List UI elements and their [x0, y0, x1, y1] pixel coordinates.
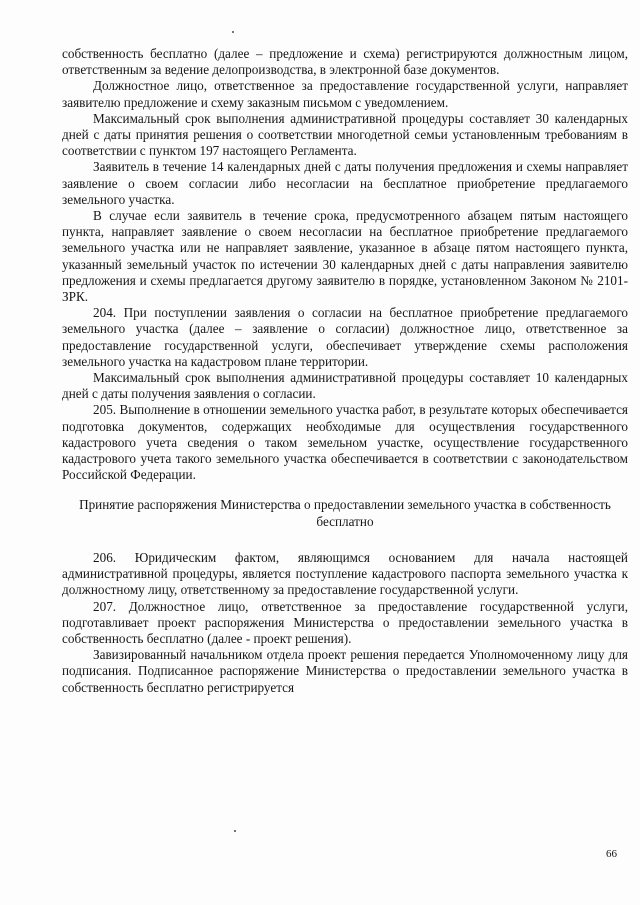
paragraph: 205. Выполнение в отношении земельного участка работ, в результате которых обеспечивается подготовка документов, содержащих необходимые для осуществления государственного кадастрового учета сведения о таком земельном участке, осуществление государственного кадастрового учета такого земельного участка обеспечивается в соответствии с законодательством Российской Федерации.	[62, 402, 628, 483]
paragraph: Завизированный начальником отдела проект решения передается Уполномоченному лицу для подписания. Подписанное распоряжение Министерства о предоставлении земельного участка в собственность бесплатно регистрируется	[62, 647, 628, 695]
paragraph: 204. При поступлении заявления о согласии на бесплатное приобретение предлагаемого земельного участка (далее – заявление о согласии) должностное лицо, ответственное за предоставление государственной услуги, обеспечивает утверждение схемы расположения земельного участка на кадастровом плане территории.	[62, 305, 628, 369]
paragraph: Должностное лицо, ответственное за предоставление государственной услуги, направляет заявителю предложение и схему заказным письмом с уведомлением.	[62, 78, 628, 110]
scan-speck	[234, 830, 236, 832]
paragraph: Максимальный срок выполнения административной процедуры составляет 10 календарных дней с даты получения заявления о согласии.	[62, 370, 628, 402]
document-body	[62, 46, 628, 696]
paragraph: Максимальный срок выполнения административной процедуры составляет 30 календарных дней с даты принятия решения о соответствии многодетной семьи установленным требованиям в соответствии с пунктом 197 настоящего Регламента.	[62, 110, 628, 159]
paragraph: Заявитель в течение 14 календарных дней с даты получения предложения и схемы направляет заявление о своем согласии либо несогласии на бесплатное приобретение предлагаемого земельного участка.	[62, 159, 628, 207]
scan-speck	[232, 31, 234, 33]
paragraph: 207. Должностное лицо, ответственное за предоставление государственной услуги, подготавливает проект распоряжения Министерства о предоставлении земельного участка в собственность бесплатно (далее - проект решения).	[62, 598, 628, 646]
paragraph: 206. Юридическим фактом, являющимся основанием для начала настоящей административной процедуры, является поступление кадастрового паспорта земельного участка к должностному лицу, ответственному за предоставление государственной услуги.	[62, 549, 628, 598]
paragraph: собственность бесплатно (далее – предложение и схема) регистрируются должностным лицом, ответственным за ведение делопроизводства, в электронной базе документов.	[62, 46, 628, 78]
paragraph: В случае если заявитель в течение срока, предусмотренного абзацем пятым настоящего пункта, направляет заявление о своем несогласии на бесплатное приобретение предлагаемого земельного участка или не направляет заявление, указанное в абзаце пятом настоящего пункта, указанный земельный участок по истечении 30 календарных дней с даты направления заявителю предложения и схемы предлагается другому заявителю в порядке, установленном Законом № 2101-ЗРК.	[62, 208, 628, 305]
page-number: 66	[606, 848, 617, 860]
section-heading: Принятие распоряжения Министерства о предоставлении земельного участка в собственность бесплатно	[79, 497, 611, 529]
